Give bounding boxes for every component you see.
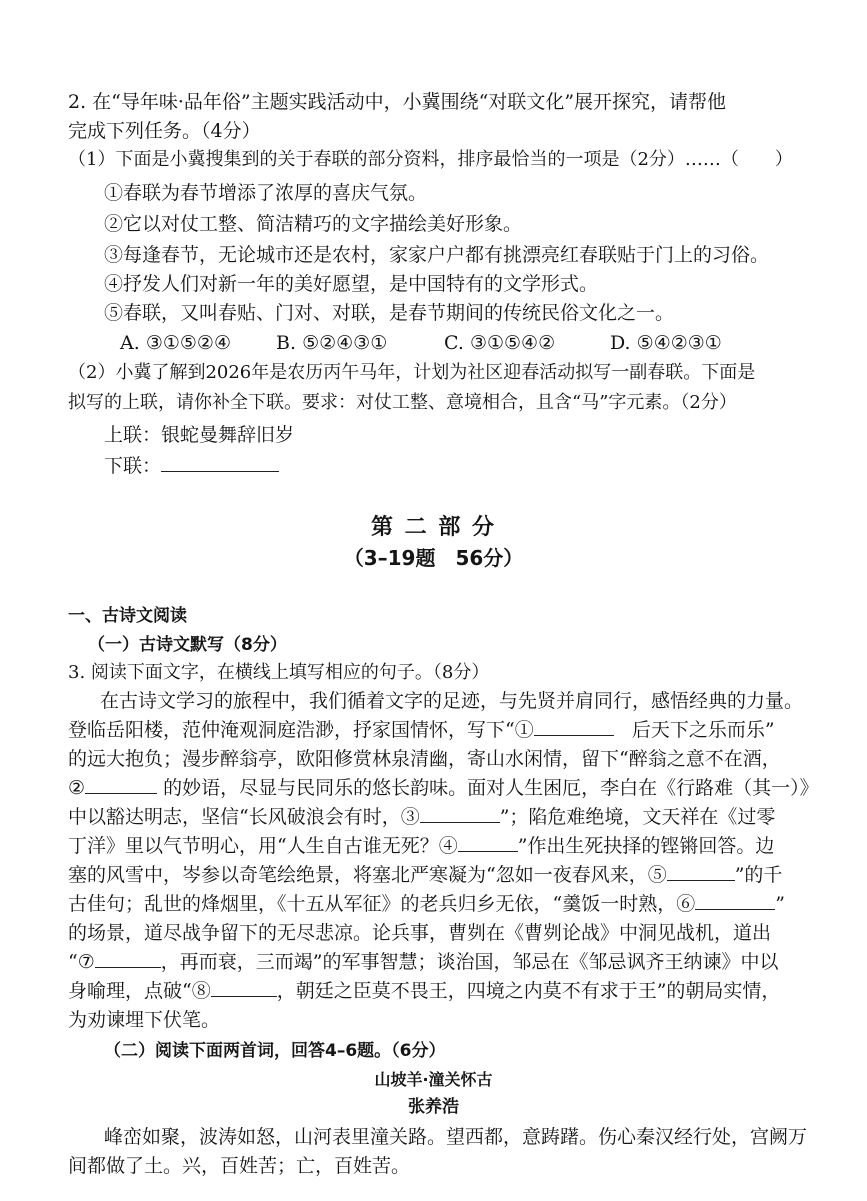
- option-a-letter: A.: [120, 332, 140, 354]
- passage-text: 后天下之乐而乐”: [631, 719, 775, 741]
- passage-text: ，朝廷之臣莫不畏王，四境之内莫不有求于王”的朝局实情，: [276, 980, 781, 1002]
- passage-text: ，再而衰，三而竭”的军事智慧；谈治国，邹忌在《邹忌讽齐王纳谏》中以: [160, 951, 779, 973]
- passage-text: ②: [68, 777, 86, 799]
- passage-line: [68, 891, 785, 917]
- option-c-letter: C.: [444, 332, 464, 354]
- sentence-1: ①春联为春节增添了浓厚的喜庆气氛。: [104, 182, 428, 204]
- passage-text: 的妙语，尽显与民同乐的悠长韵味。面对人生困厄，李白在《行路难（其一）》: [163, 777, 819, 799]
- answer-blank-5[interactable]: [667, 862, 735, 881]
- q2-sub1-close: ）: [774, 149, 793, 170]
- passage-line: [68, 978, 780, 1004]
- passage-text: 丁洋》里以气节明心，用“人生自古谁无死？④: [68, 835, 458, 857]
- passage-text: 塞的风雪中，岑参以奇笔绘绝景，将塞北严寒凝为“忽如一夜春风来，⑤: [68, 864, 667, 886]
- lower-couplet-answer-blank[interactable]: [161, 453, 279, 472]
- part-title: 第 二 部 分: [371, 515, 496, 540]
- option-b[interactable]: [276, 330, 444, 356]
- passage-line: [68, 804, 775, 830]
- subsection-1-heading: （一）古诗文默写（8分）: [88, 635, 287, 655]
- answer-blank-4[interactable]: [458, 833, 518, 852]
- passage-line: 为劝谏埋下伏笔。: [68, 1009, 221, 1031]
- poem-line: 峰峦如聚，波涛如怒，山河表里潼关路。望西都，意踌躇。伤心秦汉经行处，宫阙万: [104, 1126, 808, 1148]
- passage-text: ”作出生死抉择的铿锵回答。边: [517, 835, 775, 857]
- lower-couplet: [104, 453, 279, 479]
- section-heading: 一、古诗文阅读: [68, 606, 187, 626]
- q2-sub2-line1: （2）小冀了解到2026年是农历丙午马年，计划为社区迎春活动拟写一副春联。下面是: [68, 362, 756, 383]
- q2-sub1-prompt-text: （1）下面是小冀搜集到的关于春联的部分资料，排序最恰当的一项是（2分）……（: [68, 149, 739, 170]
- passage-text: ”: [775, 893, 785, 915]
- passage-text: 登临岳阳楼，范仲淹观洞庭浩渺，抒家国情怀，写下“①: [68, 719, 534, 741]
- q3-prompt: 3. 阅读下面文字，在横线上填写相应的句子。（8分）: [68, 662, 490, 683]
- sentence-2: ②它以对仗工整、简洁精巧的文字描绘美好形象。: [104, 213, 523, 235]
- sentence-5: ⑤春联，又叫春贴、门对、对联，是春节期间的传统民俗文化之一。: [104, 302, 675, 324]
- q2-sub1-prompt: [68, 147, 793, 173]
- poem-title: 山坡羊·潼关怀古: [374, 1070, 493, 1089]
- option-c-value: ③①⑤④②: [469, 332, 556, 354]
- poem-line: 间都做了土。兴，百姓苦；亡，百姓苦。: [68, 1155, 411, 1177]
- option-d-letter: D.: [610, 332, 631, 354]
- q2-sub2-line2: 拟写的上联，请你补全下联。要求：对仗工整、意境相合，且含“马”字元素。（2分）: [68, 392, 737, 413]
- part-subtitle: （3–19题 56分）: [343, 546, 524, 570]
- options-row: [120, 330, 722, 356]
- answer-blank-6[interactable]: [695, 891, 775, 910]
- passage-line: [68, 862, 782, 888]
- q2-intro-line1: 2. 在“导年味·品年俗”主题实践活动中，小冀围绕“对联文化”展开探究，请帮他: [68, 91, 727, 113]
- option-d[interactable]: [610, 330, 722, 356]
- option-d-value: ⑤④②③①: [636, 332, 722, 354]
- passage-text: 古佳句；乱世的烽烟里，《十五从军征》的老兵归乡无依，“羹饭一时熟，⑥: [68, 893, 696, 915]
- sentence-4: ④抒发人们对新一年的美好愿望，是中国特有的文学形式。: [104, 273, 599, 295]
- upper-couplet: 上联：银蛇曼舞辞旧岁: [104, 424, 295, 446]
- passage-line: 的远大抱负；漫步醉翁亭，欧阳修赏林泉清幽，寄山水闲情，留下“醉翁之意不在酒，: [68, 748, 781, 770]
- answer-blank-2[interactable]: [85, 775, 157, 794]
- answer-blank-3[interactable]: [420, 804, 500, 823]
- passage-line: 的场景，道尽战争留下的无尽悲凉。论兵事，曹刿在《曹刿论战》中洞见战机，道出: [68, 922, 772, 944]
- passage-text: ”的千: [734, 864, 783, 886]
- answer-blank-1[interactable]: [534, 717, 614, 736]
- passage-line: [68, 775, 819, 801]
- passage-line: [68, 833, 774, 859]
- poem-author: 张养浩: [408, 1097, 459, 1117]
- option-c[interactable]: [444, 330, 610, 356]
- option-b-value: ⑤②④③①: [302, 332, 388, 354]
- option-b-letter: B.: [276, 332, 297, 354]
- passage-line: [68, 949, 778, 975]
- answer-blank-7[interactable]: [95, 949, 161, 968]
- q2-intro-line2: 完成下列任务。（4分）: [68, 120, 261, 142]
- passage-text: “⑦: [68, 951, 95, 973]
- passage-line: [68, 717, 775, 743]
- sentence-3: ③每逢春节，无论城市还是农村，家家户户都有挑漂亮红春联贴于门上的习俗。: [104, 244, 770, 266]
- passage-text: ”；陷危难绝境，文天祥在《过零: [499, 806, 776, 828]
- passage-line: 在古诗文学习的旅程中，我们循着文字的足迹，与先贤并肩同行，感悟经典的力量。: [100, 690, 804, 712]
- subsection-2-heading: （二）阅读下面两首词，回答4–6题。（6分）: [104, 1041, 446, 1061]
- answer-blank-8[interactable]: [211, 978, 277, 997]
- passage-text: 身喻理，点破“⑧: [68, 980, 211, 1002]
- option-a[interactable]: [120, 330, 276, 356]
- passage-text: 中以豁达明志，坚信“长风破浪会有时，③: [68, 806, 420, 828]
- lower-couplet-label: 下联：: [104, 455, 162, 477]
- option-a-value: ③①⑤②④: [145, 332, 231, 354]
